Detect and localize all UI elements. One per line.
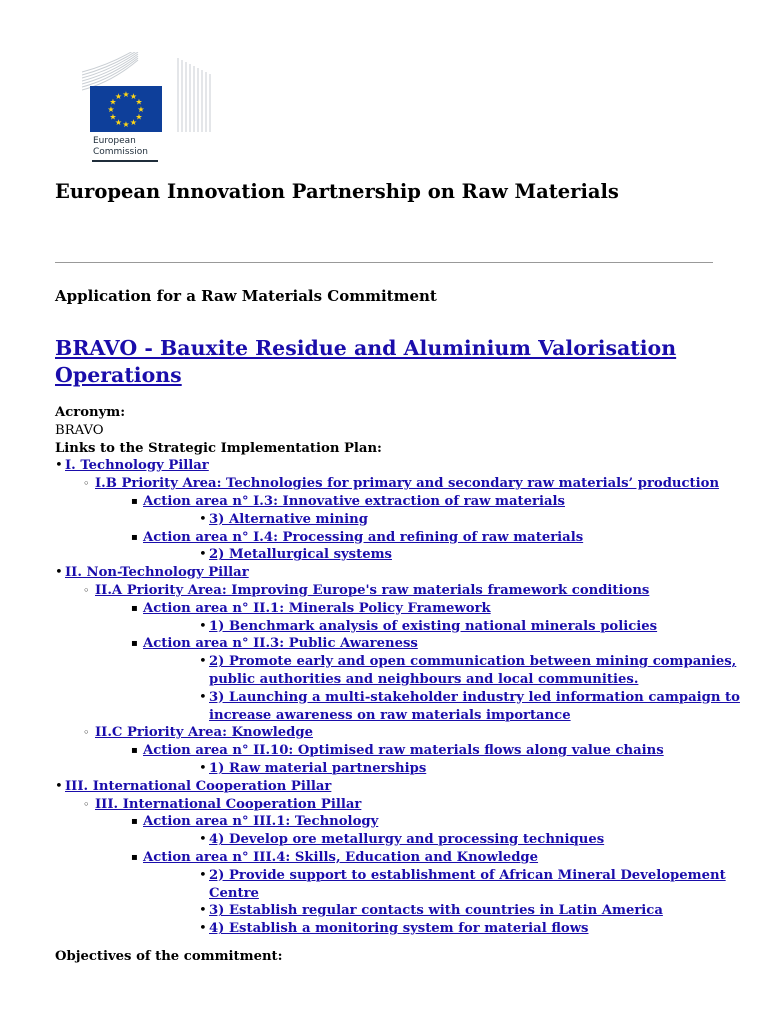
pillar-item [55, 778, 745, 938]
pillar-link[interactable]: I. Technology Pillar [65, 458, 209, 474]
action-area-link[interactable]: Action area n° II.1: Minerals Policy Framework [143, 600, 491, 616]
action-area-item [95, 493, 745, 529]
eu-star-icon: ★ [135, 97, 143, 107]
action-list [143, 653, 745, 724]
priority-area-link[interactable]: I.B Priority Area: Technologies for primary and secondary raw materials’ production [95, 476, 720, 492]
action-area-link[interactable]: Action area n° I.3: Innovative extraction of raw materials [143, 493, 565, 509]
action-list [143, 511, 745, 529]
priority-area-link[interactable]: II.C Priority Area: Knowledge [95, 725, 313, 741]
priority-area-list [65, 475, 745, 564]
acronym-value: BRAVO [55, 422, 104, 438]
action-area-list [95, 600, 745, 725]
eu-star-icon: ★ [107, 105, 115, 114]
eu-star-icon: ★ [114, 117, 123, 127]
action-area-link[interactable]: Action area n° II.3: Public Awareness [143, 636, 418, 652]
commitment-title-link[interactable]: BRAVO - Bauxite Residue and Aluminium Valorisation Operations [55, 336, 677, 387]
priority-area-item [65, 796, 745, 938]
action-link[interactable]: 2) Provide support to establishment of African Mineral Developement Centre [209, 867, 726, 901]
eu-star-icon: ★ [129, 117, 138, 127]
action-item [143, 511, 745, 529]
commitment-details [55, 404, 745, 966]
action-item [143, 653, 745, 689]
action-list [143, 546, 745, 564]
priority-area-list [65, 582, 745, 778]
eu-star-icon: ★ [122, 90, 130, 99]
commitment-title [55, 335, 695, 389]
action-area-item [95, 529, 745, 565]
action-item [143, 831, 745, 849]
eu-star-icon: ★ [114, 92, 123, 102]
action-area-item [95, 849, 745, 938]
priority-area-list [65, 796, 745, 938]
pillar-item [55, 564, 745, 778]
sip-links-label: Links to the Strategic Implementation Plan: [55, 440, 382, 456]
action-item [143, 546, 745, 564]
objectives-label: Objectives of the commitment: [55, 948, 283, 964]
action-link[interactable]: 4) Establish a monitoring system for material flows [209, 921, 589, 937]
action-item [143, 618, 745, 636]
action-item [143, 760, 745, 778]
action-area-list [95, 813, 745, 938]
action-link[interactable]: 3) Launching a multi-stakeholder industry led information campaign to increase awareness on raw materials importance [209, 689, 740, 723]
action-area-item [95, 635, 745, 724]
action-area-link[interactable]: Action area n° I.4: Processing and refining of raw materials [143, 529, 584, 545]
eu-star-icon: ★ [109, 112, 117, 122]
pillar-item [55, 457, 745, 564]
action-list [143, 831, 745, 849]
site-title: European Innovation Partnership on Raw Materials [55, 180, 619, 203]
action-list [143, 867, 745, 938]
logo-wordmark [93, 136, 148, 158]
action-area-list [95, 742, 745, 778]
action-link[interactable]: 3) Establish regular contacts with countries in Latin America [209, 903, 663, 919]
pillar-link[interactable]: III. International Cooperation Pillar [65, 778, 332, 794]
action-area-item [95, 813, 745, 849]
action-item [143, 689, 745, 725]
action-link[interactable]: 1) Raw material partnerships [209, 760, 427, 776]
pillar-link[interactable]: II. Non-Technology Pillar [65, 565, 249, 581]
action-list [143, 760, 745, 778]
action-list [143, 618, 745, 636]
action-area-link[interactable]: Action area n° III.1: Technology [143, 814, 379, 830]
action-link[interactable]: 4) Develop ore metallurgy and processing techniques [209, 832, 605, 848]
action-item [143, 867, 745, 903]
action-area-item [95, 600, 745, 636]
action-area-link[interactable]: Action area n° II.10: Optimised raw materials flows along value chains [143, 743, 664, 759]
logo-line-2: Commission [93, 147, 148, 157]
action-item [143, 902, 745, 920]
eu-star-icon: ★ [137, 105, 145, 114]
action-area-link[interactable]: Action area n° III.4: Skills, Education and Knowledge [143, 849, 539, 865]
eu-star-icon: ★ [109, 97, 117, 107]
action-area-item [95, 742, 745, 778]
priority-area-item [65, 724, 745, 777]
logo-underline [92, 160, 158, 162]
eu-star-icon: ★ [129, 92, 138, 102]
logo-line-1: European [93, 136, 136, 146]
action-link[interactable]: 2) Metallurgical systems [209, 547, 392, 563]
action-link[interactable]: 2) Promote early and open communication between mining companies, public authorities and neighbours and local communities. [209, 654, 737, 687]
acronym-label: Acronym: [55, 405, 126, 420]
priority-area-link[interactable]: III. International Cooperation Pillar [95, 796, 362, 812]
action-link[interactable]: 1) Benchmark analysis of existing national minerals policies [209, 618, 658, 634]
action-area-list [95, 493, 745, 564]
action-link[interactable]: 3) Alternative mining [209, 511, 368, 527]
priority-area-link[interactable]: II.A Priority Area: Improving Europe's raw materials framework conditions [95, 582, 650, 598]
sip-links-list [55, 457, 745, 938]
eu-star-icon: ★ [135, 112, 143, 122]
eu-star-icon: ★ [122, 120, 130, 129]
action-item [143, 920, 745, 938]
form-title: Application for a Raw Materials Commitment [55, 287, 437, 305]
priority-area-item [65, 582, 745, 724]
priority-area-item [65, 475, 745, 564]
header-divider [55, 262, 713, 263]
